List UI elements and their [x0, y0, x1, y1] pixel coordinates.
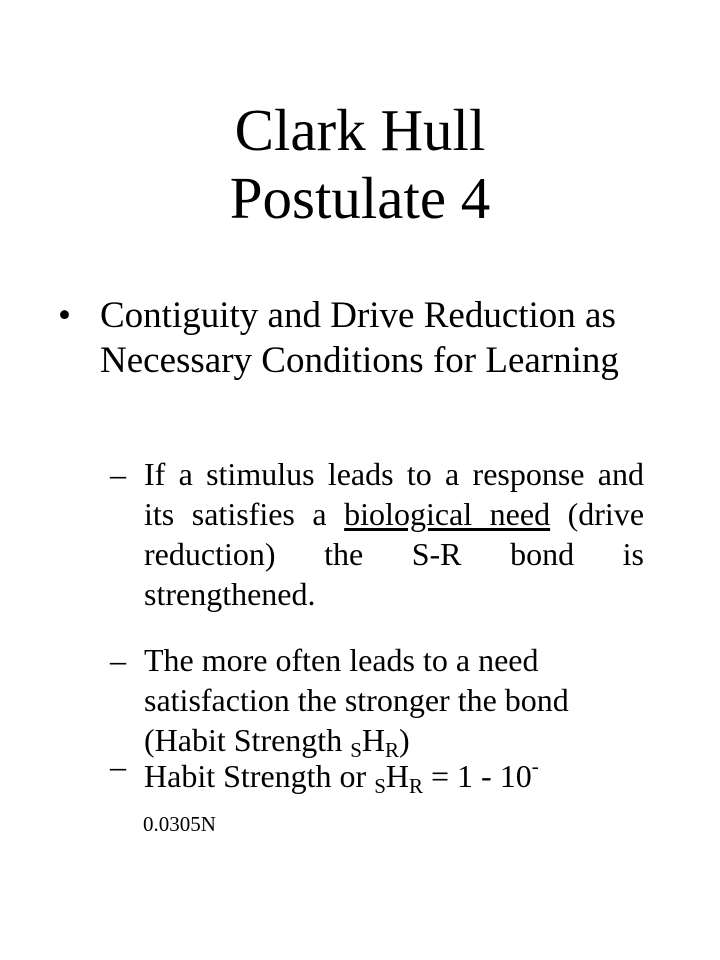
- subpoint-dash: –: [110, 642, 126, 678]
- underlined-term: biological need: [344, 496, 551, 532]
- subscript-r: R: [408, 774, 423, 798]
- symbol-h: H: [361, 722, 385, 758]
- subpoint-text: [144, 454, 644, 614]
- subpoint-dash: –: [110, 456, 126, 492]
- symbol-h: H: [385, 758, 409, 794]
- title-line-1: Clark Hull: [234, 97, 486, 163]
- slide-title: [0, 96, 720, 232]
- subpoint-text-part: If a stimulus leads to a response and its satisfies a: [144, 456, 644, 532]
- subpoint-text-part: ): [399, 722, 410, 758]
- subscript-s: S: [350, 738, 362, 762]
- main-bullet-text: Contiguity and Drive Reduction as Necessary Conditions for Learning: [100, 295, 619, 381]
- subscript-r: R: [384, 738, 399, 762]
- formula-part: = 1 - 10: [423, 758, 532, 794]
- formula-text: [144, 746, 644, 806]
- formula-exponent: 0.0305N: [143, 812, 216, 836]
- subpoint-text-part: (drive reduction) the S-R bond is strengthened.: [144, 496, 645, 612]
- subpoint-text-part: The more often leads to a need satisfaction the stronger the bond (Habit Strength: [144, 642, 569, 758]
- bullet-marker: •: [58, 295, 71, 336]
- subscript-s: S: [374, 774, 386, 798]
- formula-part: Habit Strength or: [144, 758, 375, 794]
- superscript-minus: -: [531, 754, 539, 778]
- title-line-2: Postulate 4: [229, 165, 491, 231]
- subpoint-dash: –: [110, 748, 126, 784]
